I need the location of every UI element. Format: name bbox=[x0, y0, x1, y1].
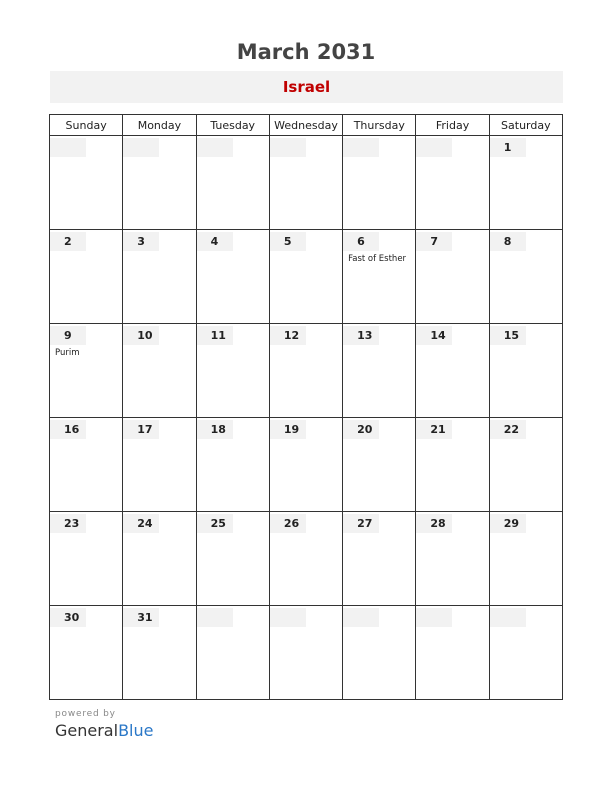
day-number: 13 bbox=[343, 326, 379, 345]
day-cell bbox=[50, 136, 123, 230]
brand-blue: Blue bbox=[118, 721, 154, 740]
day-number: 6 bbox=[343, 232, 379, 251]
day-number bbox=[343, 138, 379, 157]
day-cell bbox=[123, 418, 196, 512]
day-number: 16 bbox=[50, 420, 86, 439]
day-cell bbox=[123, 606, 196, 700]
brand-logo[interactable] bbox=[55, 721, 153, 740]
weekday-saturday: Saturday bbox=[489, 115, 562, 136]
day-number: 25 bbox=[197, 514, 233, 533]
day-cell bbox=[416, 230, 489, 324]
day-cell bbox=[416, 418, 489, 512]
day-number: 19 bbox=[270, 420, 306, 439]
country-banner bbox=[50, 71, 563, 103]
day-number: 21 bbox=[416, 420, 452, 439]
day-number: 27 bbox=[343, 514, 379, 533]
day-cell bbox=[269, 324, 342, 418]
day-number: 18 bbox=[197, 420, 233, 439]
day-number bbox=[197, 138, 233, 157]
day-number: 30 bbox=[50, 608, 86, 627]
day-cell bbox=[123, 512, 196, 606]
day-number: 23 bbox=[50, 514, 86, 533]
calendar-title: March 2031 bbox=[236, 40, 376, 64]
day-number: 15 bbox=[490, 326, 526, 345]
day-number: 14 bbox=[416, 326, 452, 345]
day-cell bbox=[196, 230, 269, 324]
day-cell bbox=[50, 230, 123, 324]
day-number: 17 bbox=[123, 420, 159, 439]
day-cell bbox=[489, 418, 562, 512]
week-row bbox=[50, 606, 563, 700]
day-cell bbox=[343, 230, 416, 324]
day-cell bbox=[489, 512, 562, 606]
weekday-friday: Friday bbox=[416, 115, 489, 136]
day-cell bbox=[50, 418, 123, 512]
calendar-body bbox=[50, 136, 563, 700]
day-cell bbox=[196, 418, 269, 512]
day-number: 29 bbox=[490, 514, 526, 533]
day-number: 10 bbox=[123, 326, 159, 345]
day-number: 1 bbox=[490, 138, 526, 157]
day-cell bbox=[123, 136, 196, 230]
day-cell bbox=[123, 230, 196, 324]
day-number bbox=[416, 138, 452, 157]
day-cell bbox=[489, 606, 562, 700]
day-number bbox=[343, 608, 379, 627]
day-number bbox=[270, 608, 306, 627]
day-cell bbox=[269, 230, 342, 324]
day-number: 5 bbox=[270, 232, 306, 251]
day-cell bbox=[50, 324, 123, 418]
day-number: 24 bbox=[123, 514, 159, 533]
day-cell bbox=[416, 324, 489, 418]
day-cell bbox=[343, 324, 416, 418]
weekday-sunday: Sunday bbox=[50, 115, 123, 136]
day-number: 3 bbox=[123, 232, 159, 251]
weekday-header-row bbox=[50, 115, 563, 136]
day-cell bbox=[196, 606, 269, 700]
day-number: 26 bbox=[270, 514, 306, 533]
day-number: 9 bbox=[50, 326, 86, 345]
country-name: Israel bbox=[282, 78, 331, 96]
day-cell bbox=[416, 512, 489, 606]
holiday-label: Fast of Esther bbox=[348, 254, 407, 264]
day-cell bbox=[269, 512, 342, 606]
day-cell bbox=[343, 418, 416, 512]
weekday-thursday: Thursday bbox=[343, 115, 416, 136]
day-cell bbox=[343, 606, 416, 700]
week-row bbox=[50, 324, 563, 418]
day-number bbox=[123, 138, 159, 157]
day-cell bbox=[50, 606, 123, 700]
day-number: 20 bbox=[343, 420, 379, 439]
week-row bbox=[50, 418, 563, 512]
day-number bbox=[416, 608, 452, 627]
day-number: 12 bbox=[270, 326, 306, 345]
powered-by-text: powered by bbox=[55, 709, 116, 719]
day-cell bbox=[489, 136, 562, 230]
day-number: 31 bbox=[123, 608, 159, 627]
day-cell bbox=[269, 136, 342, 230]
day-cell bbox=[196, 512, 269, 606]
holiday-label: Purim bbox=[55, 348, 80, 358]
day-cell bbox=[416, 136, 489, 230]
weekday-tuesday: Tuesday bbox=[196, 115, 269, 136]
day-number bbox=[490, 608, 526, 627]
day-cell bbox=[489, 230, 562, 324]
day-cell bbox=[123, 324, 196, 418]
calendar-grid bbox=[49, 114, 563, 700]
day-cell bbox=[50, 512, 123, 606]
day-number: 4 bbox=[197, 232, 233, 251]
day-number: 22 bbox=[490, 420, 526, 439]
week-row bbox=[50, 136, 563, 230]
brand-general: General bbox=[55, 721, 119, 740]
day-number bbox=[197, 608, 233, 627]
day-number: 28 bbox=[416, 514, 452, 533]
day-number: 7 bbox=[416, 232, 452, 251]
weekday-wednesday: Wednesday bbox=[269, 115, 342, 136]
day-cell bbox=[343, 512, 416, 606]
day-cell bbox=[196, 324, 269, 418]
day-cell bbox=[269, 606, 342, 700]
day-number: 8 bbox=[490, 232, 526, 251]
week-row bbox=[50, 512, 563, 606]
day-number: 11 bbox=[197, 326, 233, 345]
day-cell bbox=[343, 136, 416, 230]
day-cell bbox=[269, 418, 342, 512]
day-number: 2 bbox=[50, 232, 86, 251]
day-cell bbox=[416, 606, 489, 700]
day-number bbox=[50, 138, 86, 157]
week-row bbox=[50, 230, 563, 324]
weekday-monday: Monday bbox=[123, 115, 196, 136]
day-number bbox=[270, 138, 306, 157]
day-cell bbox=[489, 324, 562, 418]
footer bbox=[55, 709, 153, 740]
day-cell bbox=[196, 136, 269, 230]
